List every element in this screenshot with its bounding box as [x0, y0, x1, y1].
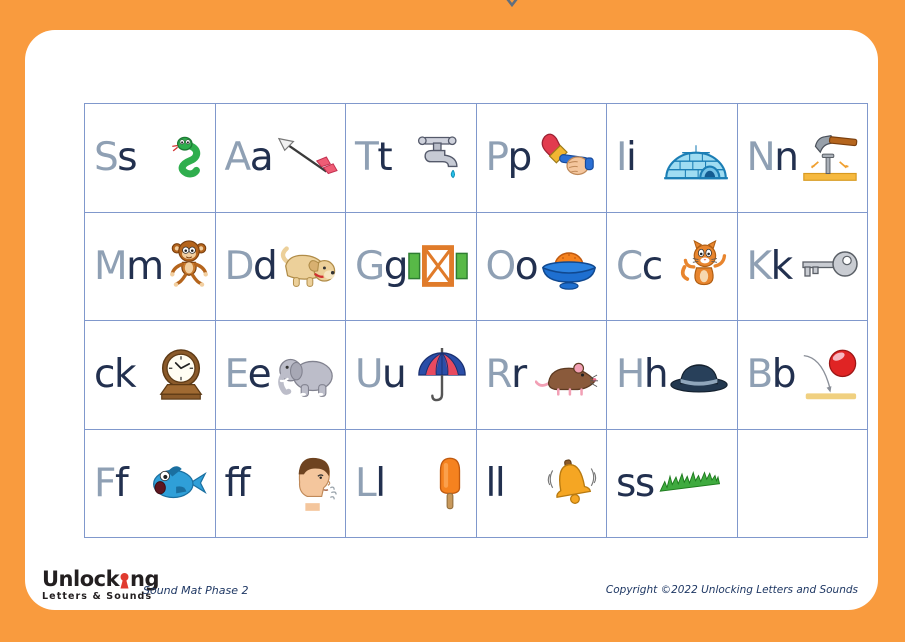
grapheme: [224, 352, 271, 398]
tap-icon: [413, 129, 469, 187]
grapheme-capital: P: [485, 135, 508, 181]
cell-m: [85, 213, 216, 322]
sheet-title: Sound Mat Phase 2: [143, 584, 249, 597]
grapheme: [224, 460, 249, 506]
grapheme-lower: n: [774, 135, 798, 181]
cell-c: [607, 213, 738, 322]
grapheme-capital: A: [224, 135, 250, 181]
grapheme-lower: a: [249, 135, 273, 181]
grapheme: [616, 243, 662, 289]
gate-icon: [407, 240, 469, 292]
cell-s: [85, 104, 216, 213]
grapheme-lower: i: [626, 135, 636, 181]
logo-text-part1: Unlock: [42, 567, 120, 591]
chevron-down-icon[interactable]: [503, 0, 521, 8]
grapheme-capital: T: [355, 135, 378, 181]
grapheme-lower: s: [117, 135, 137, 181]
grapheme: [746, 243, 792, 289]
grapheme: [94, 243, 163, 289]
grapheme-lower: d: [253, 243, 277, 289]
cell-p: [477, 104, 608, 213]
grapheme-lower: t: [377, 135, 392, 181]
grapheme: [355, 460, 385, 506]
cell-t: [346, 104, 477, 213]
grapheme-capital: H: [616, 352, 644, 398]
cell-f: [85, 430, 216, 539]
grapheme: [94, 460, 128, 506]
cell-ss: [607, 430, 738, 539]
snake-icon: [158, 131, 208, 185]
cell-u: [346, 321, 477, 430]
igloo-icon: [662, 131, 730, 185]
arrow-icon: [276, 134, 338, 182]
cell-g: [346, 213, 477, 322]
grapheme-lower: l: [375, 460, 385, 506]
umbrella-icon: [415, 345, 469, 405]
elephant-icon: [276, 349, 338, 401]
cell-ff: [216, 430, 347, 539]
grapheme-capital: G: [355, 243, 384, 289]
grapheme: [224, 243, 277, 289]
grapheme-capital: R: [485, 352, 512, 398]
logo-text-part2: ng: [130, 567, 160, 591]
grapheme-capital: U: [355, 352, 383, 398]
cell-l: [346, 430, 477, 539]
cell-empty: [738, 430, 869, 539]
grapheme-lower: ll: [485, 460, 505, 506]
key-icon: [800, 245, 860, 287]
bouncing-ball-icon: [798, 347, 860, 403]
grapheme-capital: C: [616, 243, 642, 289]
cell-ll: [477, 430, 608, 539]
grapheme-capital: K: [746, 243, 771, 289]
grapheme-capital: L: [355, 460, 376, 506]
lolly-icon: [431, 453, 469, 513]
grapheme: [355, 135, 392, 181]
grapheme-lower: p: [507, 135, 531, 181]
grapheme: [616, 352, 668, 398]
grapheme-capital: D: [224, 243, 254, 289]
grapheme-lower: ff: [224, 460, 249, 506]
fish-icon: [148, 458, 208, 508]
rat-icon: [535, 352, 599, 398]
grapheme-lower: e: [247, 352, 271, 398]
grapheme: [485, 352, 526, 398]
grapheme-capital: O: [485, 243, 515, 289]
cat-icon: [678, 237, 730, 295]
cell-r: [477, 321, 608, 430]
grapheme: [355, 352, 406, 398]
copyright-text: Copyright ©2022 Unlocking Letters and Sounds: [605, 584, 858, 596]
grass-icon: [658, 471, 730, 495]
grapheme: [485, 243, 538, 289]
grapheme-lower: k: [770, 243, 792, 289]
cell-k: [738, 213, 869, 322]
bell-icon: [543, 454, 599, 512]
grapheme: [485, 135, 531, 181]
clock-icon: [154, 345, 208, 405]
grapheme-lower: o: [514, 243, 538, 289]
logo-wordmark: [42, 569, 159, 590]
grapheme-lower: h: [643, 352, 668, 398]
grapheme: [355, 243, 407, 289]
hammer-nail-icon: [798, 130, 860, 186]
grapheme: [485, 460, 505, 506]
cell-b: [738, 321, 869, 430]
grapheme-lower: ss: [616, 460, 654, 506]
grapheme-lower: ck: [94, 352, 136, 398]
grapheme: [616, 135, 636, 181]
grapheme-lower: b: [771, 352, 796, 398]
grapheme-lower: f: [114, 460, 128, 506]
grapheme-lower: c: [641, 243, 662, 289]
grapheme-capital: I: [616, 135, 627, 181]
orange-squeezer-icon: [539, 240, 599, 292]
cell-i: [607, 104, 738, 213]
cell-a: [216, 104, 347, 213]
grapheme-lower: r: [511, 352, 526, 398]
logo-tagline: Letters & Sounds: [42, 591, 153, 602]
grapheme-capital: S: [94, 135, 118, 181]
cell-ck: [85, 321, 216, 430]
cell-o: [477, 213, 608, 322]
grapheme-capital: B: [746, 352, 772, 398]
grapheme-capital: N: [746, 135, 775, 181]
keyhole-icon: [120, 573, 129, 589]
hat-icon: [668, 354, 730, 396]
puffing-face-icon: [290, 453, 338, 513]
sound-mat-card: [25, 30, 878, 610]
cell-h: [607, 321, 738, 430]
cell-n: [738, 104, 869, 213]
cell-d: [216, 213, 347, 322]
grapheme-capital: E: [224, 352, 248, 398]
grapheme: [746, 352, 796, 398]
sound-grid: [84, 103, 868, 538]
monkey-icon: [163, 237, 215, 295]
grapheme: [94, 352, 136, 398]
grapheme: [746, 135, 798, 181]
grapheme: [224, 135, 273, 181]
grapheme-capital: M: [94, 243, 127, 289]
unlocking-logo: [42, 569, 159, 602]
cell-e: [216, 321, 347, 430]
grapheme-lower: u: [382, 352, 406, 398]
grapheme: [616, 460, 654, 506]
paintbrush-icon: [537, 130, 599, 186]
grapheme-lower: m: [126, 243, 163, 289]
grapheme: [94, 135, 137, 181]
grapheme-lower: g: [383, 243, 407, 289]
dog-icon: [276, 240, 338, 292]
grapheme-capital: F: [94, 460, 115, 506]
